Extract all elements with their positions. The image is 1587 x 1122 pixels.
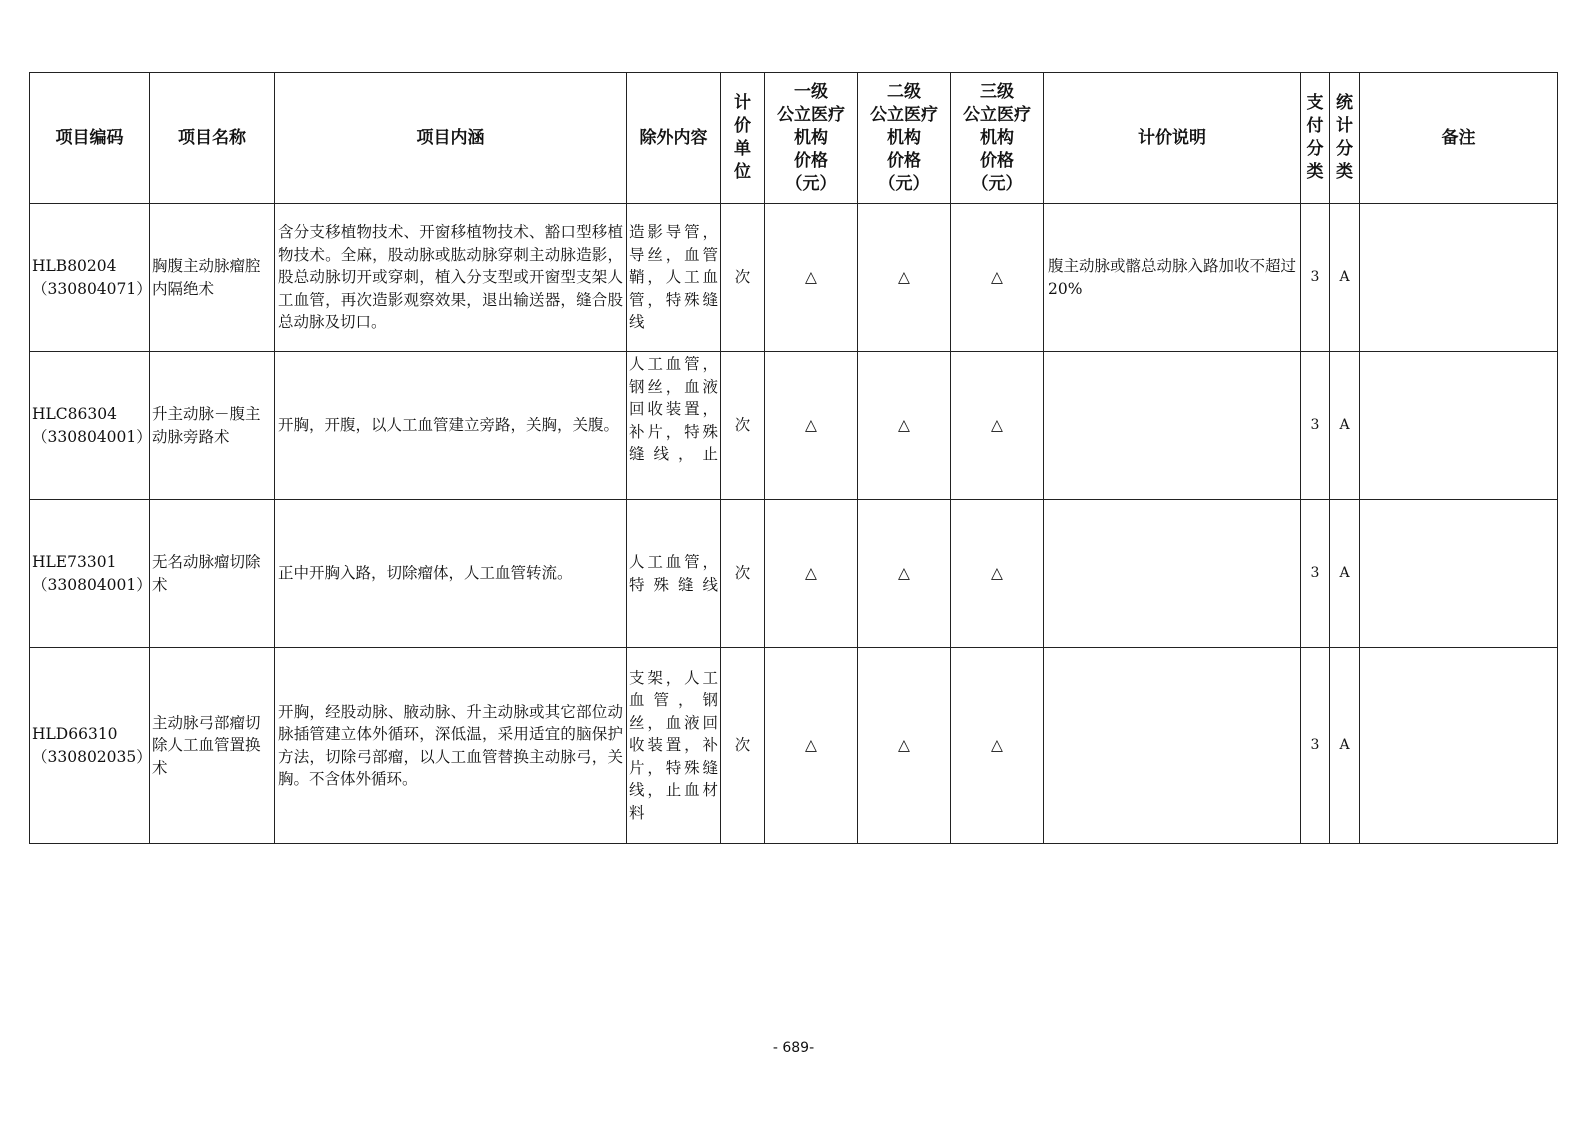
item-pricing-note <box>1044 648 1301 844</box>
header-price-level2-line: （元） <box>878 173 930 194</box>
item-content: 正中开胸入路，切除瘤体，人工血管转流。 <box>275 500 627 648</box>
item-remarks <box>1360 500 1558 648</box>
item-price-level2: △ <box>858 648 951 844</box>
item-pricing-note <box>1044 500 1301 648</box>
header-name: 项目名称 <box>150 73 275 204</box>
header-payment-class-line: 付 <box>1306 116 1324 136</box>
header-price-level1-line: （元） <box>785 173 837 194</box>
item-price-level3: △ <box>951 648 1044 844</box>
item-name: 主动脉弓部瘤切除人工血管置换术 <box>150 648 275 844</box>
header-stat-class-line: 类 <box>1336 162 1353 182</box>
header-stat-class <box>1330 73 1360 204</box>
header-unit-line: 位 <box>734 162 751 182</box>
header-price-level2-line: 机构 <box>887 127 921 148</box>
item-unit: 次 <box>721 204 765 352</box>
item-name: 无名动脉瘤切除术 <box>150 500 275 648</box>
item-code-cell <box>30 648 150 844</box>
item-pricing-note <box>1044 352 1301 500</box>
header-price-level1-line: 机构 <box>794 127 828 148</box>
header-price-level1-line: 价格 <box>794 150 828 171</box>
header-price-level2-line: 价格 <box>887 150 921 171</box>
item-unit: 次 <box>721 648 765 844</box>
item-old-code: （330804071） <box>32 279 152 298</box>
item-price-level1: △ <box>765 352 858 500</box>
header-payment-class-line: 支 <box>1306 93 1324 113</box>
item-code-cell <box>30 500 150 648</box>
table-row <box>30 352 1558 500</box>
header-unit-line: 计 <box>734 93 751 113</box>
item-name: 升主动脉－腹主动脉旁路术 <box>150 352 275 500</box>
item-code: HLD66310 <box>32 725 118 743</box>
header-payment-class-line: 分 <box>1306 139 1324 159</box>
header-row <box>30 73 1558 204</box>
item-old-code: （330802035） <box>32 747 152 766</box>
item-unit: 次 <box>721 500 765 648</box>
item-old-code: （330804001） <box>32 575 152 594</box>
header-code: 项目编码 <box>30 73 150 204</box>
item-code: HLC86304 <box>32 405 117 423</box>
header-price-level2-line: 公立医疗 <box>870 104 938 125</box>
item-code: HLB80204 <box>32 257 117 275</box>
header-price-level2 <box>858 73 951 204</box>
header-exclusions: 除外内容 <box>627 73 721 204</box>
item-remarks <box>1360 648 1558 844</box>
item-code-cell <box>30 204 150 352</box>
header-stat-class-line: 分 <box>1336 139 1353 159</box>
header-price-level3-line: 三级 <box>980 81 1014 102</box>
header-unit <box>721 73 765 204</box>
item-payment-class: 3 <box>1301 648 1330 844</box>
header-remarks: 备注 <box>1360 73 1558 204</box>
table-row <box>30 204 1558 352</box>
item-price-level3: △ <box>951 500 1044 648</box>
header-price-level3-line: 价格 <box>980 150 1014 171</box>
header-price-level1-line: 公立医疗 <box>777 104 845 125</box>
item-price-level3: △ <box>951 352 1044 500</box>
header-price-level3-line: （元） <box>971 173 1023 194</box>
item-exclusions: 造影导管，导丝，血管鞘，人工血管，特殊缝线 <box>627 204 721 352</box>
page-number: - 689- <box>772 1040 815 1056</box>
item-exclusions: 人工血管，特殊缝线 <box>627 500 721 648</box>
fee-schedule-table <box>29 72 1558 844</box>
table-row <box>30 500 1558 648</box>
header-stat-class-line: 统 <box>1336 93 1353 113</box>
header-price-level1 <box>765 73 858 204</box>
item-price-level1: △ <box>765 500 858 648</box>
item-stat-class: A <box>1330 500 1360 648</box>
item-stat-class: A <box>1330 648 1360 844</box>
header-price-level2-line: 二级 <box>887 81 921 102</box>
item-pricing-note: 腹主动脉或髂总动脉入路加收不超过20% <box>1044 204 1301 352</box>
header-unit-line: 单 <box>734 139 751 159</box>
item-exclusions <box>627 352 721 500</box>
item-exclusions: 支架，人工血管，钢丝，血液回收装置，补片，特殊缝线，止血材料 <box>627 648 721 844</box>
item-price-level1: △ <box>765 204 858 352</box>
item-price-level2: △ <box>858 500 951 648</box>
item-remarks <box>1360 204 1558 352</box>
item-price-level3: △ <box>951 204 1044 352</box>
item-payment-class: 3 <box>1301 500 1330 648</box>
header-content: 项目内涵 <box>275 73 627 204</box>
item-stat-class: A <box>1330 352 1360 500</box>
item-content: 含分支移植物技术、开窗移植物技术、豁口型移植物技术。全麻，股动脉或肱动脉穿刺主动脉造影，股总动脉切开或穿刺，植入分支型或开窗型支架人工血管，再次造影观察效果，退出输送器，缝合股总动脉及切口。 <box>275 204 627 352</box>
item-price-level1: △ <box>765 648 858 844</box>
item-code: HLE73301 <box>32 553 117 571</box>
item-content: 开胸，经股动脉、腋动脉、升主动脉或其它部位动脉插管建立体外循环，深低温，采用适宜的脑保护方法，切除弓部瘤，以人工血管替换主动脉弓，关胸。不含体外循环。 <box>275 648 627 844</box>
header-stat-class-line: 计 <box>1336 116 1353 136</box>
header-price-level3 <box>951 73 1044 204</box>
item-stat-class: A <box>1330 204 1360 352</box>
item-old-code: （330804001） <box>32 427 152 446</box>
item-payment-class: 3 <box>1301 352 1330 500</box>
item-content: 开胸，开腹，以人工血管建立旁路，关胸，关腹。 <box>275 352 627 500</box>
header-payment-class-line: 类 <box>1306 162 1324 182</box>
item-unit: 次 <box>721 352 765 500</box>
item-code-cell <box>30 352 150 500</box>
item-price-level2: △ <box>858 204 951 352</box>
table-row <box>30 648 1558 844</box>
header-unit-line: 价 <box>734 116 751 136</box>
item-payment-class: 3 <box>1301 204 1330 352</box>
header-price-level1-line: 一级 <box>794 81 828 102</box>
header-pricing-note: 计价说明 <box>1044 73 1301 204</box>
header-price-level3-line: 机构 <box>980 127 1014 148</box>
item-name: 胸腹主动脉瘤腔内隔绝术 <box>150 204 275 352</box>
item-price-level2: △ <box>858 352 951 500</box>
item-exclusions-clip: 人工血管，钢丝，血液回收装置，补片，特殊缝线，止 <box>629 355 718 463</box>
item-remarks <box>1360 352 1558 500</box>
header-payment-class <box>1301 73 1330 204</box>
header-price-level3-line: 公立医疗 <box>963 104 1031 125</box>
